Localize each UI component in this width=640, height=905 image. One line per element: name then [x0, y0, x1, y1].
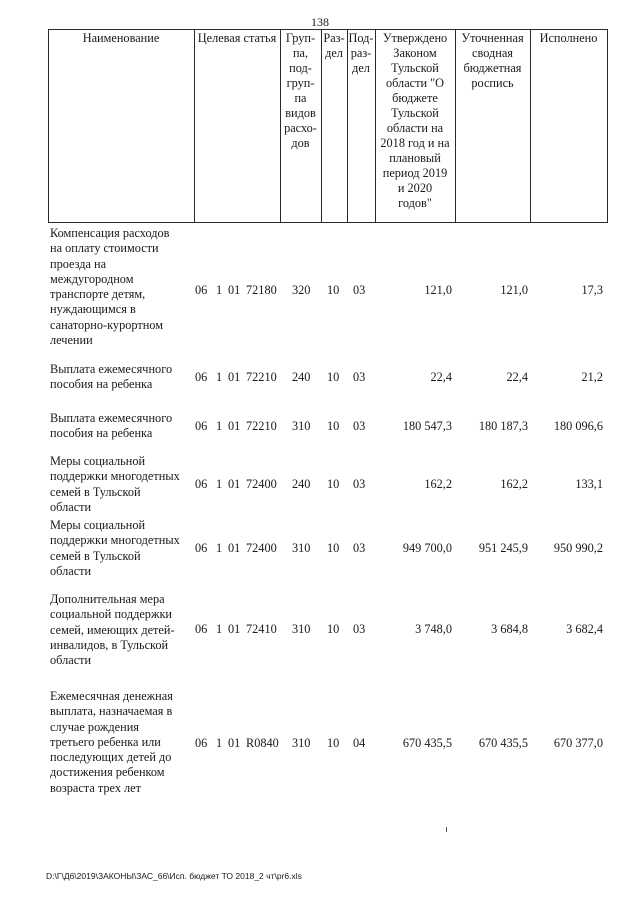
- value-approved: 3 748,0: [415, 622, 452, 636]
- code-direction: R0840: [246, 736, 279, 750]
- header-divider: [194, 29, 195, 223]
- code-section: 10: [327, 419, 340, 433]
- code-subprogram: 1: [216, 370, 223, 384]
- code-program: 06: [195, 283, 208, 297]
- header-executed: Исполнено: [539, 31, 598, 45]
- code-direction: 72410: [246, 622, 277, 636]
- code-event: 01: [228, 419, 241, 433]
- value-revised: 162,2: [500, 477, 528, 491]
- header-group: Груп- па, под- груп- па видов расхо- дов: [284, 31, 317, 150]
- code-subprogram: 1: [216, 477, 223, 491]
- header-name: Наименование: [82, 31, 160, 45]
- code-group: 320: [292, 283, 311, 297]
- code-event: 01: [228, 736, 241, 750]
- value-executed: 133,1: [575, 477, 603, 491]
- header-subsection: Под- раз- дел: [348, 31, 374, 75]
- header-top-border: [48, 29, 608, 30]
- row-name: Выплата ежемесячного пособия на ребенка: [50, 411, 173, 441]
- code-subprogram: 1: [216, 622, 223, 636]
- code-event: 01: [228, 622, 241, 636]
- code-program: 06: [195, 477, 208, 491]
- value-approved: 670 435,5: [402, 736, 452, 750]
- code-program: 06: [195, 419, 208, 433]
- header-approved: Утверждено Законом Тульской области "О бюджете Тульской области на 2018 год и на плановый период 2019 и 2020 годов": [380, 31, 450, 210]
- code-section: 10: [327, 477, 340, 491]
- value-executed: 950 990,2: [553, 541, 603, 555]
- code-direction: 72400: [246, 477, 277, 491]
- header-divider: [530, 29, 531, 223]
- code-subprogram: 1: [216, 283, 223, 297]
- value-revised: 951 245,9: [478, 541, 528, 555]
- value-approved: 180 547,3: [402, 419, 452, 433]
- code-section: 10: [327, 283, 340, 297]
- code-program: 06: [195, 541, 208, 555]
- value-executed: 180 096,6: [553, 419, 603, 433]
- code-subsection: 03: [353, 419, 366, 433]
- code-group: 240: [292, 477, 311, 491]
- code-section: 10: [327, 370, 340, 384]
- code-group: 310: [292, 622, 311, 636]
- code-direction: 72180: [246, 283, 277, 297]
- value-executed: 3 682,4: [566, 622, 603, 636]
- scan-mark: [446, 827, 447, 832]
- header-revised: Уточненная сводная бюджетная роспись: [461, 31, 524, 90]
- code-subsection: 03: [353, 283, 366, 297]
- value-revised: 180 187,3: [478, 419, 528, 433]
- value-revised: 3 684,8: [491, 622, 528, 636]
- code-subsection: 03: [353, 622, 366, 636]
- code-section: 10: [327, 622, 340, 636]
- code-program: 06: [195, 370, 208, 384]
- code-direction: 72210: [246, 419, 277, 433]
- code-section: 10: [327, 541, 340, 555]
- code-subprogram: 1: [216, 541, 223, 555]
- code-event: 01: [228, 370, 241, 384]
- code-group: 310: [292, 419, 311, 433]
- code-program: 06: [195, 622, 208, 636]
- value-executed: 670 377,0: [553, 736, 603, 750]
- code-subsection: 03: [353, 370, 366, 384]
- value-revised: 670 435,5: [478, 736, 528, 750]
- value-executed: 21,2: [581, 370, 603, 384]
- code-event: 01: [228, 541, 241, 555]
- row-name: Меры социальной поддержки многодетных семей в Тульской области: [50, 518, 180, 578]
- footer-file-path: D:\Г\Д6\2019\ЗАКОНЫ\ЗАС_66\Исп. бюджет ТО 2018_2 чт\pr6.xls: [46, 871, 302, 881]
- row-name: Ежемесячная денежная выплата, назначаемая в случае рождения третьего ребенка или последующих детей до достижения ребенком возраста трех лет: [50, 689, 173, 795]
- value-executed: 17,3: [581, 283, 603, 297]
- code-direction: 72400: [246, 541, 277, 555]
- code-program: 06: [195, 736, 208, 750]
- row-name: Выплата ежемесячного пособия на ребенка: [50, 362, 173, 392]
- code-group: 310: [292, 541, 311, 555]
- header-bottom-border: [48, 222, 608, 223]
- code-group: 310: [292, 736, 311, 750]
- code-group: 240: [292, 370, 311, 384]
- code-subsection: 04: [353, 736, 366, 750]
- value-approved: 121,0: [424, 283, 452, 297]
- code-subsection: 03: [353, 541, 366, 555]
- value-revised: 22,4: [506, 370, 528, 384]
- code-event: 01: [228, 477, 241, 491]
- value-revised: 121,0: [500, 283, 528, 297]
- code-subsection: 03: [353, 477, 366, 491]
- value-approved: 22,4: [430, 370, 452, 384]
- code-direction: 72210: [246, 370, 277, 384]
- page-number: 138: [311, 15, 329, 29]
- header-section: Раз- дел: [323, 31, 345, 60]
- row-name: Компенсация расходов на оплату стоимости проезда на междугородном транспорте детям, нуждающимся в санаторно-курортном лечении: [50, 226, 170, 348]
- code-subprogram: 1: [216, 419, 223, 433]
- header-divider: [607, 29, 608, 223]
- header-target-article: Целевая статья: [197, 31, 277, 45]
- row-name: Дополнительная мера социальной поддержки семей, имеющих детей- инвалидов, в Тульской области: [50, 592, 175, 668]
- code-section: 10: [327, 736, 340, 750]
- code-subprogram: 1: [216, 736, 223, 750]
- row-name: Меры социальной поддержки многодетных семей в Тульской области: [50, 454, 180, 514]
- code-event: 01: [228, 283, 241, 297]
- value-approved: 162,2: [424, 477, 452, 491]
- value-approved: 949 700,0: [402, 541, 452, 555]
- header-divider: [48, 29, 49, 223]
